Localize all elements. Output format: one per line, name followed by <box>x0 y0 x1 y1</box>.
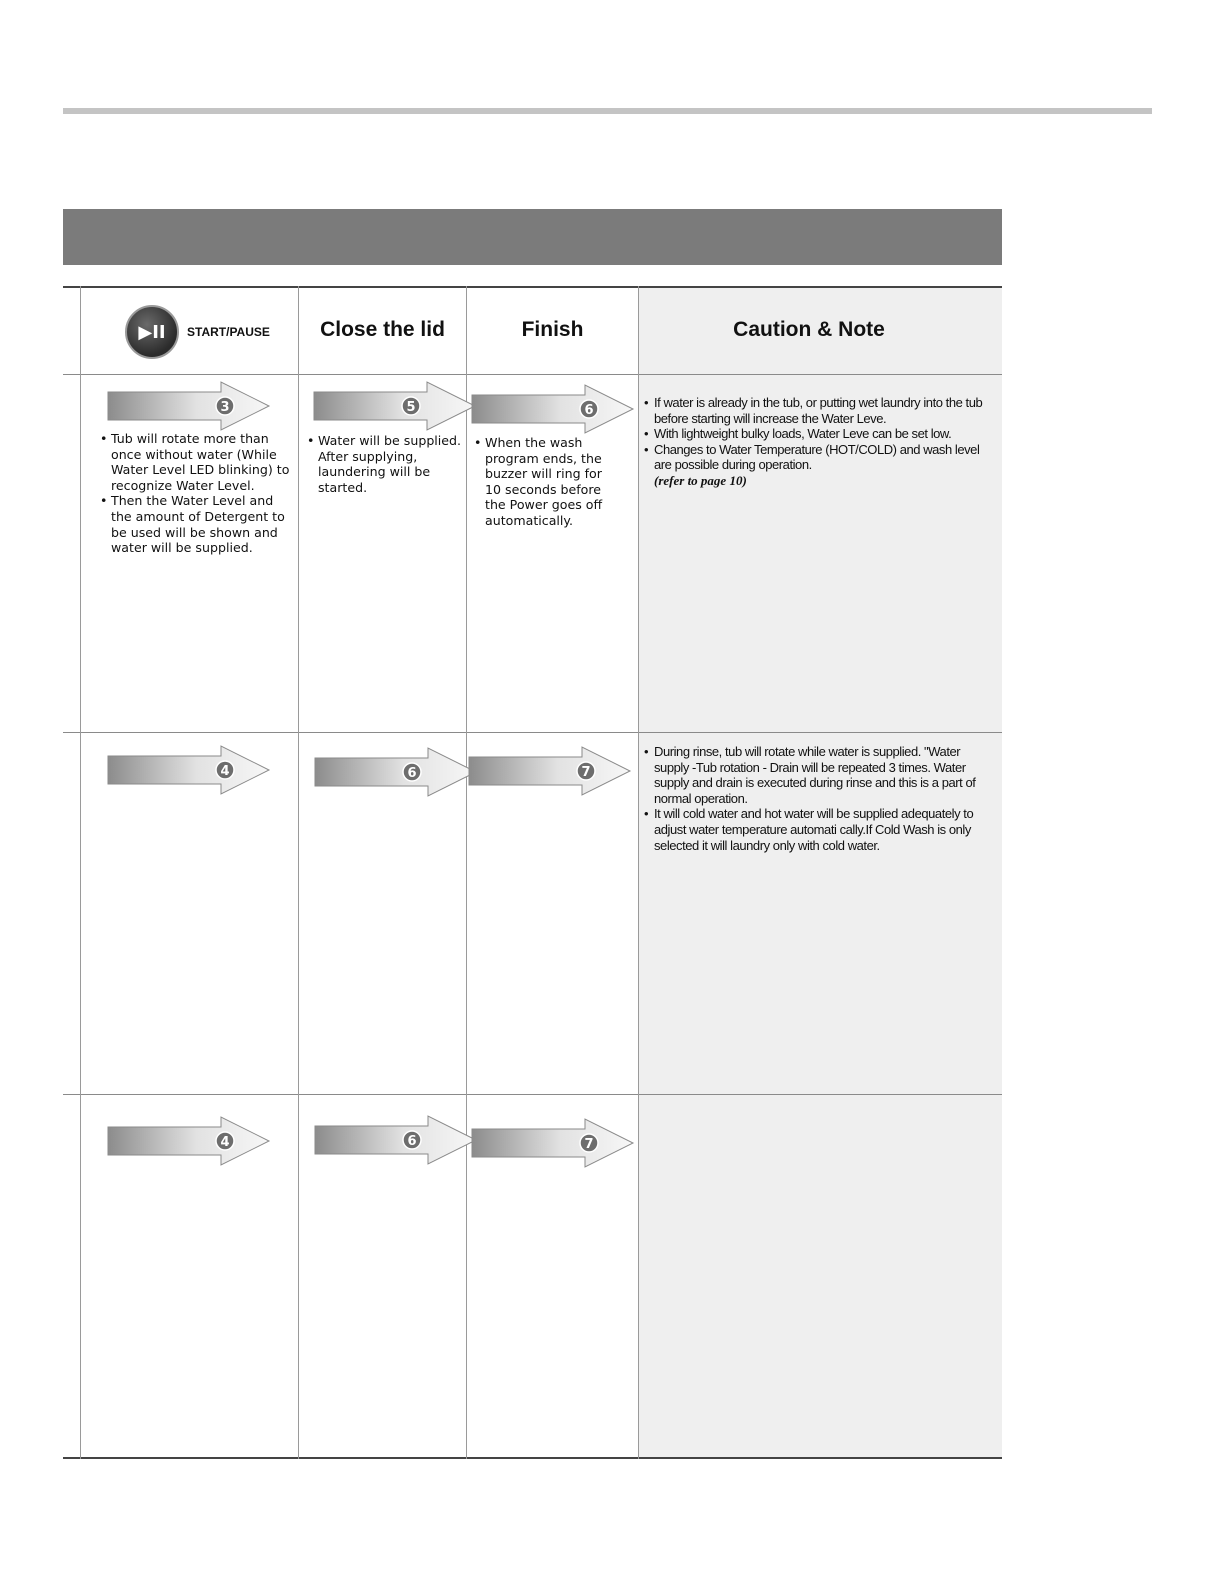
step-number: 4 <box>220 1135 230 1150</box>
col-divider-0 <box>80 286 81 1459</box>
list-item: • If water is already in the tub, or putting wet laundry into the tub before starting will increase the Water Leve. <box>643 395 998 426</box>
step-number: 6 <box>407 1134 417 1149</box>
section-banner <box>63 209 1002 265</box>
list-item: • Tub will rotate more than once without water (While Water Level LED blinking) to recognize Water Level. <box>100 431 296 493</box>
caution-note-row-2 <box>643 744 998 853</box>
col-divider-2 <box>466 286 467 1459</box>
start-pause-label: START/PAUSE <box>187 325 270 339</box>
list-item: • During rinse, tub will rotate while water is supplied. "Water supply -Tub rotation - Drain will be repeated 3 times. Water supply and drain is executed during rinse and this is a part of normal operation. <box>643 744 998 806</box>
step-number: 7 <box>584 1137 594 1152</box>
step-number: 6 <box>584 403 594 418</box>
step-arrow-icon <box>314 747 478 797</box>
step-arrow-icon <box>314 1115 478 1165</box>
list-item: • Changes to Water Temperature (HOT/COLD) and wash level are possible during operation. <box>643 442 998 473</box>
row-divider-2 <box>63 1094 1002 1095</box>
list-item: • With lightweight bulky loads, Water Leve can be set low. <box>643 426 998 442</box>
list-item: • Then the Water Level and the amount of Detergent to be used will be shown and water will be supplied. <box>100 493 296 555</box>
page-reference: (refer to page 10) <box>654 472 747 488</box>
top-rule <box>63 108 1152 114</box>
step-number: 7 <box>581 765 591 780</box>
col-divider-1 <box>298 286 299 1459</box>
header-caution-note: Caution & Note <box>733 318 885 341</box>
step-arrow-icon <box>107 381 271 431</box>
list-item: • Water will be supplied. After supplying, laundering will be started. <box>307 433 462 495</box>
col-divider-3 <box>638 286 639 1459</box>
start-pause-description <box>100 431 296 556</box>
step-arrow-icon <box>313 381 477 431</box>
step-number: 5 <box>406 400 416 415</box>
step-arrow-icon <box>107 745 271 795</box>
start-pause-button[interactable] <box>125 305 179 359</box>
step-arrow-icon <box>107 1116 271 1166</box>
header-finish: Finish <box>521 318 584 341</box>
close-lid-description <box>307 433 462 495</box>
table-bottom-border <box>63 1457 1002 1459</box>
step-number: 4 <box>220 764 230 779</box>
caution-note-row-1 <box>643 395 998 489</box>
list-item: • It will cold water and hot water will be supplied adequately to adjust water temperature automati cally.If Cold Wash is only selected it will laundry only with cold water. <box>643 806 998 853</box>
step-number: 3 <box>220 400 230 415</box>
row-divider-1 <box>63 732 1002 733</box>
step-arrow-icon <box>468 746 632 796</box>
header-divider <box>63 374 1002 375</box>
list-item: • When the wash program ends, the buzzer will ring for 10 seconds before the Power goes off automatically. <box>474 435 604 529</box>
play-pause-icon: ▶II <box>138 321 166 343</box>
instruction-table <box>63 286 1002 1459</box>
step-arrow-icon <box>471 384 635 434</box>
header-close-lid: Close the lid <box>320 318 445 341</box>
step-arrow-icon <box>471 1118 635 1168</box>
step-number: 6 <box>407 766 417 781</box>
finish-description <box>474 435 604 529</box>
start-pause-header <box>125 304 270 360</box>
